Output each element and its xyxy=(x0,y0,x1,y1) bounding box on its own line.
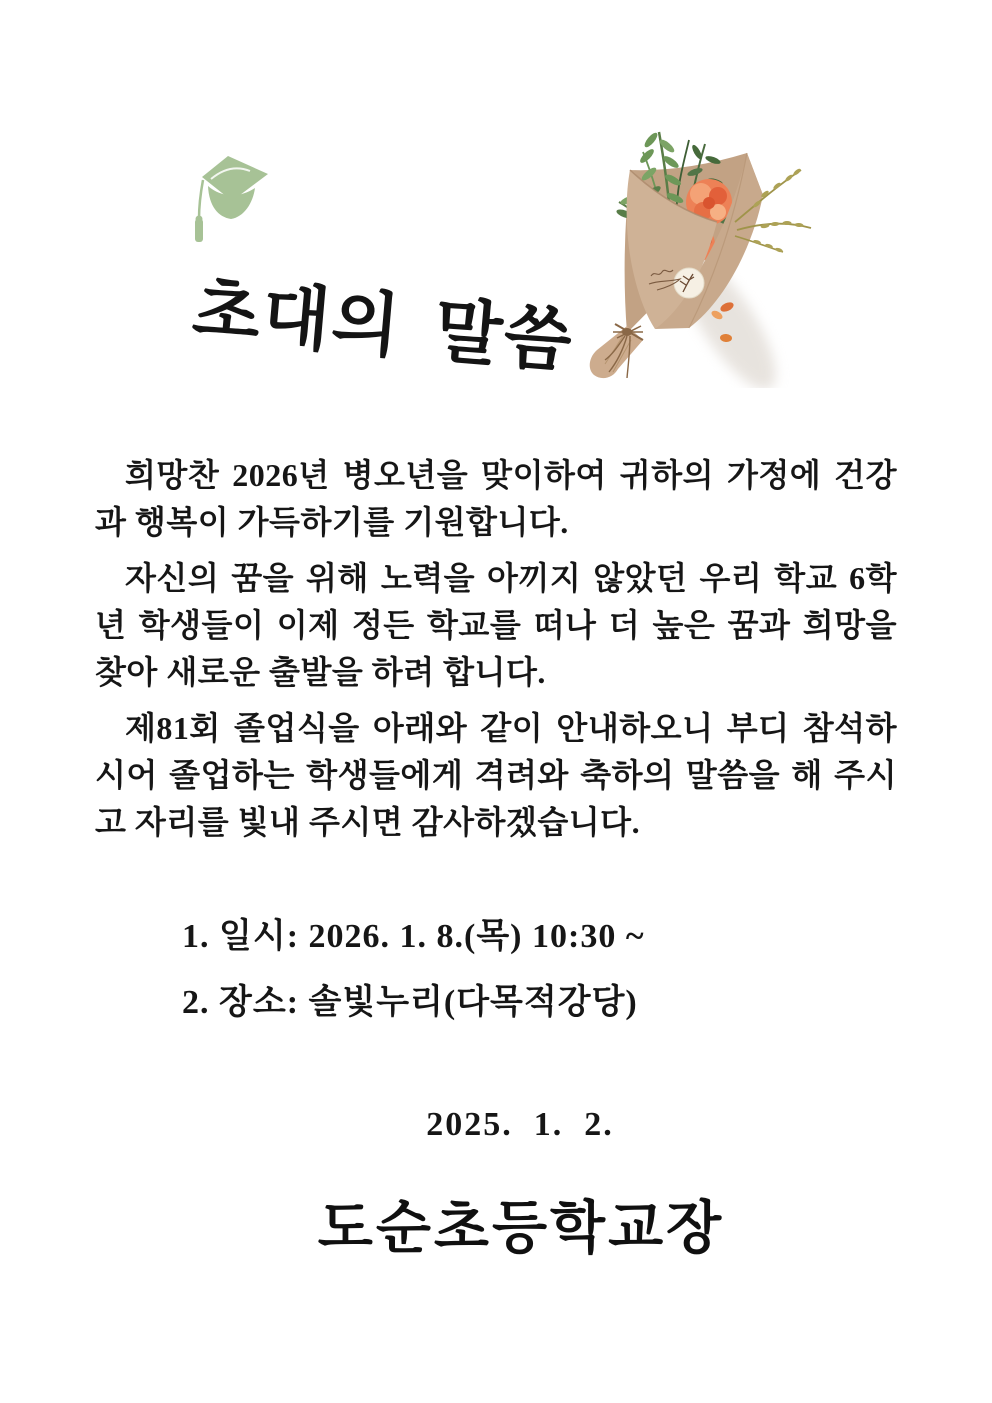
paragraph-line: 제81회 졸업식을 아래와 같이 안내하오니 부디 참석하 xyxy=(125,710,897,746)
detail-item-venue: 2. 장소: 솔빛누리(다목적강당) xyxy=(182,984,638,1021)
event-details xyxy=(182,916,645,1024)
body-paragraph xyxy=(95,452,897,546)
paragraph-line: 과 행복이 가득하기를 기원합니다. xyxy=(95,504,569,540)
paragraph-line: 고 자리를 빛내 주시면 감사하겠습니다. xyxy=(95,804,641,840)
body-paragraph xyxy=(95,705,897,846)
issue-date: 2025. 1. 2. xyxy=(426,1106,614,1143)
bouquet-paper-tail xyxy=(590,326,643,378)
body-paragraph xyxy=(95,555,897,696)
paragraph-line: 희망찬 2026년 병오년을 맞이하여 귀하의 가정에 건강 xyxy=(125,457,897,493)
body-text xyxy=(95,452,897,855)
bouquet-illustration xyxy=(585,126,847,388)
cap-tassel-cord xyxy=(199,180,203,219)
paragraph-line: 찾아 새로운 출발을 하려 합니다. xyxy=(95,654,546,690)
paragraph-line: 시어 졸업하는 학생들에게 격려와 축하의 말씀을 해 주시 xyxy=(95,757,897,793)
detail-item-datetime: 1. 일시: 2026. 1. 8.(목) 10:30 ~ xyxy=(182,918,645,955)
paragraph-line: 년 학생들이 이제 정든 학교를 떠나 더 높은 꿈과 희망을 xyxy=(95,607,897,643)
signature: 도순초등학교장 xyxy=(317,1197,725,1260)
cap-tassel-tuft xyxy=(195,219,203,242)
graduation-cap-icon xyxy=(180,146,275,256)
paragraph-line: 자신의 꿈을 위해 노력을 아끼지 않았던 우리 학교 6학 xyxy=(125,560,897,596)
page-title: 초대의 말씀 xyxy=(189,271,577,382)
